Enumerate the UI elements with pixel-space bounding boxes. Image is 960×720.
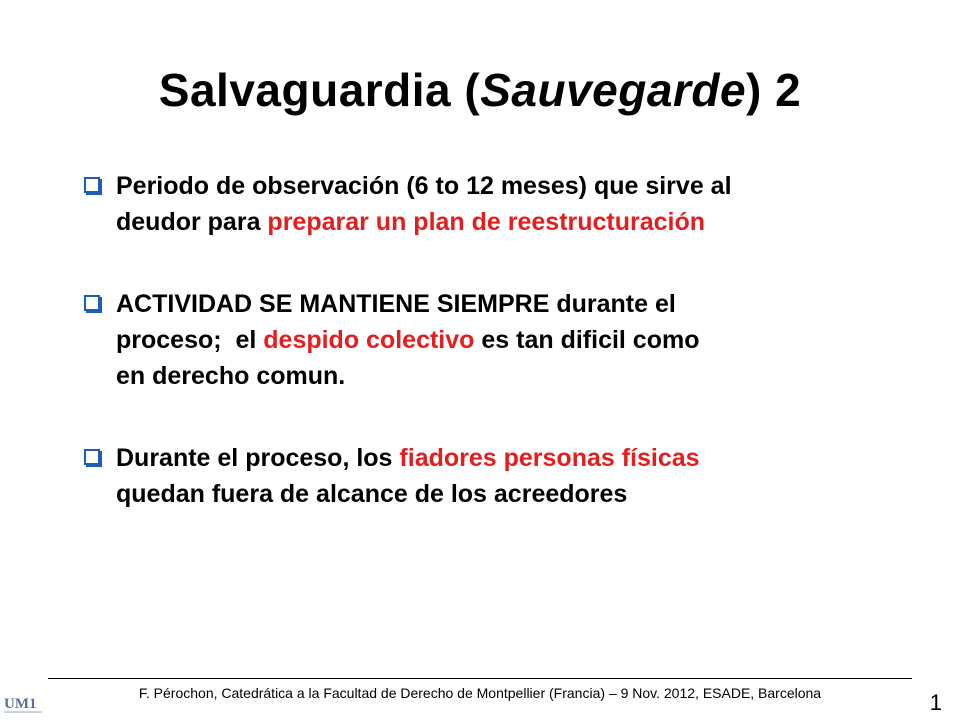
bullet-item-activity — [78, 286, 928, 394]
bullet-item-observation — [78, 168, 928, 240]
slide-title — [0, 62, 960, 118]
title-prefix: Salvaguardia ( — [158, 64, 481, 116]
bullet-2-line-2b: es tan dificil como — [474, 326, 700, 354]
title-suffix: ) 2 — [746, 64, 802, 116]
bullet-1-line-2: deudor para — [116, 208, 268, 236]
university-logo-icon — [2, 690, 46, 718]
bullet-2-line-2a: proceso; el — [116, 326, 264, 354]
footer-citation: F. Pérochon, Catedrática a la Facultad de Derecho de Montpellier (Francia) – 9 Nov. 2012, ESADE, Barcelona — [138, 685, 822, 701]
checkbox-square-icon — [84, 177, 100, 193]
bullet-2-highlight: despido colectivo — [263, 326, 475, 354]
checkbox-square-icon — [84, 295, 100, 311]
bullet-3-line-2: quedan fuera de alcance de los acreedores — [116, 480, 628, 508]
footer-divider — [48, 678, 912, 679]
bullet-list — [78, 168, 928, 558]
bullet-2-line-3: en derecho comun. — [116, 362, 346, 390]
logo-text: UM1 — [4, 696, 37, 712]
title-italic: Sauvegarde — [480, 64, 747, 116]
bullet-item-guarantors — [78, 440, 928, 512]
bullet-3-highlight: fiadores personas físicas — [399, 444, 700, 472]
bullet-3-line-1: Durante el proceso, los — [116, 444, 400, 472]
page-number: 1 — [929, 690, 942, 715]
bullet-1-line-1: Periodo de observación (6 to 12 meses) que sirve al — [116, 172, 732, 200]
bullet-2-line-1: ACTIVIDAD SE MANTIENE SIEMPRE durante el — [116, 290, 676, 318]
bullet-1-highlight: preparar un plan de reestructuración — [267, 208, 706, 236]
checkbox-square-icon — [84, 449, 100, 465]
